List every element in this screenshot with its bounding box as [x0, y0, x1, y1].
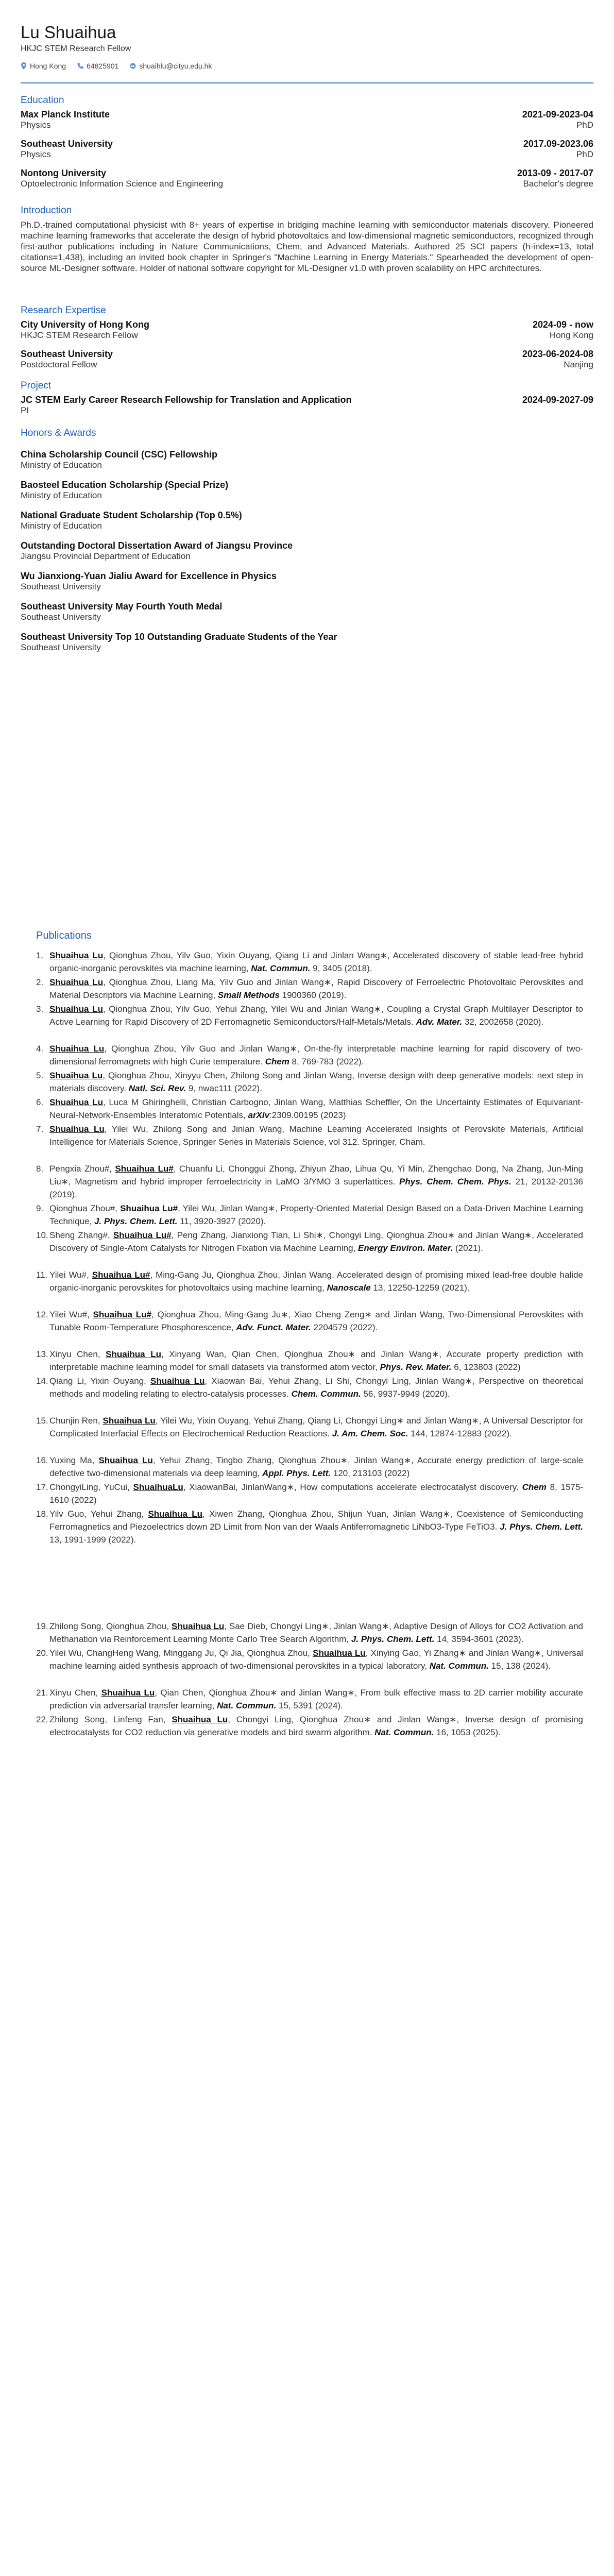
award-entry: [21, 480, 593, 501]
publication-volume: 32, 2002658 (2020).: [462, 1017, 544, 1027]
publication-text: [49, 1647, 583, 1672]
publication-journal: J. Am. Chem. Soc.: [332, 1429, 408, 1438]
award-org: Jiangsu Provincial Department of Education: [21, 551, 191, 561]
publication-volume: 9, 3405 (2018).: [310, 963, 372, 973]
research-entry: [21, 349, 593, 370]
publication-volume: 8, 769-783 (2022).: [289, 1057, 364, 1066]
publication-citation: , Xiwen Zhang, Qionghua Zhou, Shijun Yuan, Jinlan Wang∗, Coexistence of Semiconducting Ferromagnetics and Piezoelectrics down 2D Limit from Non van der Waals Antiferromagnetic LiNbO3-Type FeTiO3.: [49, 1509, 584, 1532]
publication-self-author: Shuaihua Lu: [313, 1648, 366, 1658]
school-name: Nontong University: [21, 168, 107, 178]
publication-self-author: Shuaihua Lu: [172, 1715, 228, 1724]
phone-icon: [77, 62, 83, 70]
introduction-text: Ph.D.-trained computational physicist with 8+ years of expertise in bridging machine learning with semiconductor materials discovery. Pioneered machine learning frameworks that accelerate the design of hybrid photovoltaics and low-dimensional magnetic semiconductors, recognized through first-author publications including in Nature Communications, Chem, and Advanced Materials. Authored 25 SCI papers (h-index=13, total citations=1,438), including an invited book chapter in Springer's "Machine Learning in Energy Materials." Spearheaded the development of open-source ML-Designer software. Holder of national software copyright for ML-Designer v1.0 with proven scalability on HPC architectures.: [21, 220, 593, 273]
publication-self-author: Shuaihua Lu#: [113, 1230, 172, 1240]
publication-citation: , Yilei Wu, Zhilong Song and Jinlan Wang, Machine Learning Accelerated Insights of Perovskite Materials, Artificial Intelligence for Materials Science, Springer Series in Materials Science, vol 312. Springer, Cham.: [49, 1124, 583, 1147]
publication-citation: , Xinyang Wan, Qian Chen, Qionghua Zhou∗ and Jinlan Wang∗, Accurate property prediction with interpretable machine learning model for small datasets via transformed atom vector,: [49, 1349, 583, 1372]
publication-number: 17.: [36, 1482, 48, 1492]
research-entry: [21, 319, 593, 341]
award-entry: [21, 510, 593, 531]
research-date: 2024-09 - now: [532, 319, 593, 330]
publication-item: [36, 1713, 583, 1739]
publication-volume: 16, 1053 (2025).: [434, 1727, 501, 1737]
award-entry: [21, 601, 593, 622]
publication-self-author: Shuaihua Lu#: [115, 1164, 174, 1174]
publication-self-author: Shuaihua Lu: [49, 977, 104, 987]
publication-journal: Chem: [522, 1482, 547, 1492]
publication-citation: , Qionghua Zhou, Yilv Guo and Jinlan Wang∗, On-the-fly interpretable machine learning for rapid discovery of two-dimensional ferromagnets with high Curie temperature.: [49, 1044, 583, 1066]
publication-citation: , Qionghua Zhou, Ming-Gang Ju∗, Xiao Cheng Zeng∗ and Jinlan Wang, Two-Dimensional Perovskites with Tunable Room-Temperature Phosphorescence,: [49, 1310, 584, 1332]
publication-coauthors-lead: ChongyiLing, YuCui,: [49, 1482, 133, 1492]
project-heading: Project: [21, 380, 52, 391]
publication-journal: Phys. Chem. Chem. Phys.: [399, 1177, 511, 1187]
school-name: Max Planck Institute: [21, 109, 110, 120]
project-entry: [21, 395, 593, 416]
publication-citation: , Qionghua Zhou, Xinyyu Chen, Zhilong Song and Jinlan Wang, Inverse design with deep generative models: next step in materials discovery.: [49, 1071, 584, 1093]
award-name: Outstanding Doctoral Dissertation Award of Jiangsu Province: [21, 540, 293, 551]
publication-text: [49, 1202, 583, 1228]
publication-text: [49, 1229, 583, 1255]
publication-item: [36, 1481, 583, 1506]
publication-number: 1.: [36, 951, 44, 960]
honors-section: [21, 428, 593, 662]
publication-text: [49, 1268, 583, 1294]
publication-volume: 56, 9937-9949 (2020).: [361, 1389, 450, 1399]
publication-citation: , Yehui Zhang, Tingbo Zhang, Qionghua Zhou∗, Jinlan Wang∗, Accurate energy prediction of large-scale defective two-dimensional materials via deep learning,: [49, 1455, 584, 1478]
location-text: Hong Kong: [30, 62, 66, 70]
publication-journal: Nanoscale: [327, 1283, 371, 1293]
email-text: shuaihlu@cityu.edu.hk: [139, 62, 212, 70]
publication-text: [49, 1042, 583, 1068]
research-org: Southeast University: [21, 349, 113, 359]
publication-self-author: Shuaihua Lu#: [120, 1204, 178, 1213]
publication-text: [49, 1414, 583, 1440]
publication-self-author: Shuaihua Lu: [49, 1097, 103, 1107]
education-heading: Education: [21, 95, 64, 106]
publication-item: [36, 1162, 583, 1201]
publication-text: [49, 1507, 583, 1546]
publication-number: 11.: [36, 1270, 48, 1280]
education-field: Physics: [21, 149, 51, 159]
publication-self-author: Shuaihua Lu#: [92, 1270, 150, 1280]
education-degree: PhD: [576, 120, 593, 130]
publication-citation: , Ming-Gang Ju, Qionghua Zhou, Jinlan Wang, Accelerated design of promising mixed lead-free double halide organic-inorganic perovskites for photovoltaics using machine learning,: [49, 1270, 583, 1293]
publication-journal: Nat. Commun.: [217, 1701, 277, 1710]
publication-citation: , Qionghua Zhou, Yilv Guo, Yixin Ouyang, Qiang Li and Jinlan Wang∗, Accelerated discovery of stable lead-free hybrid organic-inorganic perovskites via machine learning,: [49, 951, 584, 973]
award-name: China Scholarship Council (CSC) Fellowship: [21, 449, 218, 460]
publication-journal: Chem: [265, 1057, 289, 1066]
publication-item: [36, 1454, 583, 1480]
publication-journal: Natl. Sci. Rev.: [128, 1083, 186, 1093]
publication-number: 10.: [36, 1230, 48, 1240]
publication-journal: Energy Environ. Mater.: [358, 1243, 453, 1253]
publication-self-author: Shuaihua Lu#: [93, 1310, 152, 1319]
publication-journal: J. Phys. Chem. Lett.: [500, 1522, 584, 1532]
publication-volume: 2204579 (2022).: [311, 1323, 378, 1332]
publication-item: [36, 1096, 583, 1122]
publication-item: [36, 1620, 583, 1646]
publication-self-author: ShuaihuaLu: [133, 1482, 183, 1492]
publication-coauthors-lead: Qionghua Zhou#,: [49, 1204, 121, 1213]
education-date: 2013-09 - 2017-07: [517, 168, 593, 178]
publication-journal: Nat. Commun.: [429, 1661, 489, 1671]
publication-coauthors-lead: Zhilong Song, Qionghua Zhou,: [49, 1621, 172, 1631]
publication-citation: , Qian Chen, Qionghua Zhou∗ and Jinlan Wang∗, From bulk effective mass to 2D carrier mobility accurate prediction via adversarial transfer learning,: [49, 1688, 583, 1710]
award-org: Ministry of Education: [21, 490, 102, 500]
publication-number: 15.: [36, 1416, 48, 1426]
publication-item: [36, 1375, 583, 1400]
contact-info: [21, 62, 212, 70]
publication-coauthors-lead: Pengxia Zhou#,: [49, 1164, 115, 1174]
publication-coauthors-lead: Zhilong Song, Linfeng Fan,: [49, 1715, 172, 1724]
publication-item: [36, 1123, 583, 1148]
publication-self-author: Shuaihua Lu: [150, 1376, 205, 1386]
publication-self-author: Shuaihua Lu: [101, 1688, 155, 1698]
award-name: Southeast University May Fourth Youth Medal: [21, 601, 223, 612]
publication-volume: 21, 20132-20136 (2019).: [49, 1177, 583, 1199]
publication-journal: Nat. Commun.: [251, 963, 311, 973]
research-role: Postdoctoral Fellow: [21, 360, 97, 369]
publication-item: [36, 1042, 583, 1068]
publication-coauthors-lead: Sheng Zhang#,: [49, 1230, 113, 1240]
phone-item[interactable]: [77, 62, 118, 70]
publication-text: [49, 1096, 583, 1122]
research-role: HKJC STEM Research Fellow: [21, 330, 138, 340]
research-place: Hong Kong: [549, 330, 593, 340]
publication-coauthors-lead: Yuxing Ma,: [49, 1455, 99, 1465]
publication-self-author: Shuaihua Lu: [49, 1004, 103, 1014]
education-entry: [21, 109, 593, 130]
publication-volume: 15, 138 (2024).: [488, 1661, 551, 1671]
publication-number: 3.: [36, 1004, 44, 1014]
location-pin-icon: [21, 62, 27, 70]
publication-text: [49, 1375, 583, 1400]
publication-journal: Nat. Commun.: [374, 1727, 434, 1737]
publication-number: 2.: [36, 977, 44, 987]
publication-volume: 120, 213103 (2022): [331, 1468, 410, 1478]
award-entry: [21, 540, 593, 562]
publication-journal: Small Methods: [217, 990, 280, 1000]
publication-self-author: Shuaihua Lu: [98, 1455, 153, 1465]
publication-number: 18.: [36, 1509, 48, 1519]
education-date: 2017.09-2023.06: [523, 139, 593, 149]
publication-citation: , Xinying Gao, Yi Zhang∗ and Jinlan Wang∗, Universal machine learning aided synthesis approach of two-dimensional perovskites in a typical laboratory,: [49, 1648, 584, 1671]
publication-coauthors-lead: Yilv Guo, Yehui Zhang,: [49, 1509, 148, 1519]
publication-citation: , Chongyi Ling, Qionghua Zhou∗ and Jinlan Wang∗, Inverse design of promising electrocatalysts for CO2 reduction via generative models and bird swarm algorithm.: [49, 1715, 583, 1737]
publication-text: [49, 1308, 583, 1334]
publication-volume: 8, 1575-1610 (2022): [49, 1482, 584, 1505]
person-title: HKJC STEM Research Fellow: [21, 44, 131, 53]
publication-coauthors-lead: Yilei Wu#,: [49, 1270, 92, 1280]
publication-volume: 13, 12250-12259 (2021).: [370, 1283, 470, 1293]
publication-text: [49, 976, 583, 1002]
award-org: Southeast University: [21, 582, 101, 591]
education-entry: [21, 139, 593, 160]
publication-text: [49, 1454, 583, 1480]
publication-text: [49, 1620, 583, 1646]
publication-text: [49, 1686, 583, 1712]
award-entry: [21, 449, 593, 470]
award-name: Baosteel Education Scholarship (Special Prize): [21, 480, 229, 490]
publication-citation: , Chuanfu Li, Chonggui Zhong, Zhiyun Zhao, Lihua Qu, Yi Min, Zhengchao Dong, Na Zhang, Jun-Ming Liu∗, Magnetism and hybrid improper ferroelectricity in LaMO 3/YMO 3 superlattices.: [49, 1164, 584, 1187]
education-field: Optoelectronic Information Science and Engineering: [21, 179, 224, 189]
email-item[interactable]: [130, 62, 212, 70]
publication-number: 21.: [36, 1688, 48, 1698]
publication-citation: , Luca M Ghiringhelli, Christian Carbogno, Jinlan Wang, Matthias Scheffler, On the Uncertainty Estimates of Equivariant-Neural-Network-Ensembles Interatomic Potentials,: [49, 1097, 584, 1120]
publication-item: [36, 1686, 583, 1712]
publication-text: [49, 1003, 583, 1028]
publication-journal: arXiv: [248, 1110, 270, 1120]
publication-number: 4.: [36, 1044, 44, 1054]
publication-volume: 11, 3920-3927 (2020).: [177, 1216, 266, 1226]
publication-citation: , Yilei Wu, Yixin Ouyang, Yehui Zhang, Qiang Li, Chongyi Ling∗ and Jinlan Wang∗, A Universal Descriptor for Complicated Interfacial Effects on Electrochemical Reduction Reactions.: [49, 1416, 583, 1438]
publication-self-author: Shuaihua Lu: [49, 951, 104, 960]
project-role: PI: [21, 405, 29, 415]
location-item: [21, 62, 66, 70]
publication-text: [49, 1481, 583, 1506]
award-name: Southeast University Top 10 Outstanding Graduate Students of the Year: [21, 632, 337, 642]
education-date: 2021-09-2023-04: [522, 109, 593, 120]
publication-coauthors-lead: Xinyu Chen,: [49, 1688, 101, 1698]
honors-heading: Honors & Awards: [21, 428, 96, 438]
publication-text: [49, 1123, 583, 1148]
publication-volume: 13, 1991-1999 (2022).: [49, 1535, 137, 1545]
publication-number: 13.: [36, 1349, 48, 1359]
publication-number: 16.: [36, 1455, 48, 1465]
research-org: City University of Hong Kong: [21, 319, 150, 330]
publication-citation: , Yilei Wu, Jinlan Wang∗, Property-Oriented Material Design Based on a Data-Driven Machine Learning Technique,: [49, 1204, 583, 1226]
publication-number: 7.: [36, 1124, 44, 1134]
publication-number: 5.: [36, 1071, 44, 1080]
publication-item: [36, 976, 583, 1002]
project-date: 2024-09-2027-09: [522, 395, 593, 405]
publication-self-author: Shuaihua Lu: [172, 1621, 225, 1631]
publication-coauthors-lead: Yilei Wu#,: [49, 1310, 93, 1319]
education-section: [21, 95, 593, 197]
award-org: Ministry of Education: [21, 521, 102, 531]
publication-journal: Appl. Phys. Lett.: [262, 1468, 331, 1478]
publication-coauthors-lead: Qiang Li, Yixin Ouyang,: [49, 1376, 151, 1386]
publication-text: [49, 1713, 583, 1739]
education-degree: PhD: [576, 149, 593, 159]
award-entry: [21, 571, 593, 592]
publication-item: [36, 1308, 583, 1334]
publication-number: 9.: [36, 1204, 44, 1213]
publication-text: [49, 1069, 583, 1095]
publication-coauthors-lead: Chunjin Ren,: [49, 1416, 103, 1426]
person-name: Lu Shuaihua: [21, 23, 116, 42]
publications-heading: Publications: [36, 930, 92, 941]
publication-journal: J. Phys. Chem. Lett.: [351, 1634, 435, 1644]
project-section: [21, 380, 593, 424]
publication-item: [36, 949, 583, 975]
publication-coauthors-lead: Xinyu Chen,: [49, 1349, 106, 1359]
publication-item: [36, 1202, 583, 1228]
publication-volume: :2309.00195 (2023): [269, 1110, 346, 1120]
research-date: 2023-06-2024-08: [522, 349, 593, 359]
publication-item: [36, 1647, 583, 1672]
publication-citation: , Sae Dieb, Chongyi Ling∗, Jinlan Wang∗, Adaptive Design of Alloys for CO2 Activation and Methanation via Reinforcement Learning Monte Carlo Tree Search Algorithm,: [49, 1621, 584, 1644]
publication-journal: Chem. Commun.: [291, 1389, 361, 1399]
school-name: Southeast University: [21, 139, 113, 149]
award-org: Southeast University: [21, 642, 101, 652]
publication-journal: Adv. Mater.: [416, 1017, 463, 1027]
publication-text: [49, 1348, 583, 1374]
research-heading: Research Expertise: [21, 305, 106, 316]
publication-item: [36, 1229, 583, 1255]
publication-citation: , Qionghua Zhou, Yilv Guo, Yehui Zhang, Yilei Wu and Jinlan Wang∗, Coupling a Crystal Graph Multilayer Descriptor to Active Learning for Rapid Discovery of 2D Ferromagnetic Semiconductors/Half-Metals/Metals.: [49, 1004, 583, 1027]
publication-volume: 9, nwac111 (2022).: [186, 1083, 262, 1093]
publication-citation: , Qionghua Zhou, Liang Ma, Yilv Guo and Jinlan Wang∗, Rapid Discovery of Ferroelectric Photovoltaic Perovskites and Material Descriptors via Machine Learning,: [49, 977, 584, 1000]
publication-self-author: Shuaihua Lu: [49, 1044, 105, 1054]
publication-volume: 14, 3594-3601 (2023).: [434, 1634, 524, 1644]
education-degree: Bachelor's degree: [523, 179, 593, 189]
publication-number: 20.: [36, 1648, 48, 1658]
project-name: JC STEM Early Career Research Fellowship for Translation and Application: [21, 395, 352, 405]
email-icon: [130, 62, 136, 70]
introduction-section: [21, 205, 593, 274]
award-name: National Graduate Student Scholarship (Top 0.5%): [21, 510, 242, 520]
publication-text: [49, 949, 583, 975]
award-org: Southeast University: [21, 612, 101, 622]
publication-item: [36, 1507, 583, 1546]
publication-volume: 6, 123803 (2022): [451, 1362, 521, 1372]
publication-number: 22.: [36, 1715, 48, 1724]
award-entry: [21, 632, 593, 653]
publication-item: [36, 1414, 583, 1440]
publication-journal: J. Phys. Chem. Lett.: [94, 1216, 178, 1226]
publication-text: [49, 1162, 583, 1201]
publication-volume: 15, 5391 (2024).: [276, 1701, 343, 1710]
research-place: Nanjing: [564, 360, 593, 369]
education-entry: [21, 168, 593, 189]
publication-self-author: Shuaihua Lu: [148, 1509, 203, 1519]
award-org: Ministry of Education: [21, 460, 102, 470]
publication-coauthors-lead: Yilei Wu, ChangHeng Wang, Minggang Ju, Qi Jia, Qionghua Zhou,: [49, 1648, 313, 1658]
publication-volume: 1900360 (2019).: [279, 990, 347, 1000]
publication-journal: Adv. Funct. Mater.: [236, 1323, 311, 1332]
phone-text: 64825901: [87, 62, 119, 70]
publication-citation: , XiaowanBai, JinlanWang∗, How computations accelerate electrocatalyst discovery.: [183, 1482, 522, 1492]
publication-citation: , Peng Zhang, Jianxiong Tian, Li Shi∗, Chongyi Ling, Qionghua Zhou∗ and Jinlan Wang∗, Accelerated Discovery of Single-Atom Catalysts for Nitrogen Fixation via Machine Learning,: [49, 1230, 583, 1253]
publication-self-author: Shuaihua Lu: [106, 1349, 161, 1359]
publication-citation: , Xiaowan Bai, Yehui Zhang, Li Shi, Chongyi Ling, Jinlan Wang∗, Perspective on theoretical methods and modeling relating to electro-catalysis processes.: [49, 1376, 584, 1399]
publication-number: 12.: [36, 1310, 48, 1319]
publication-item: [36, 1003, 583, 1028]
publication-volume: (2021).: [453, 1243, 483, 1253]
publication-number: 6.: [36, 1097, 44, 1107]
publication-item: [36, 1069, 583, 1095]
header-divider: [21, 82, 593, 83]
research-section: [21, 305, 593, 378]
publication-number: 8.: [36, 1164, 44, 1174]
introduction-heading: Introduction: [21, 205, 72, 216]
publication-journal: Phys. Rev. Mater.: [380, 1362, 452, 1372]
publication-item: [36, 1268, 583, 1294]
publication-self-author: Shuaihua Lu: [103, 1416, 156, 1426]
publication-self-author: Shuaihua Lu: [49, 1124, 105, 1134]
education-field: Physics: [21, 120, 51, 130]
publication-item: [36, 1348, 583, 1374]
publication-number: 19.: [36, 1621, 48, 1631]
publication-self-author: Shuaihua Lu: [49, 1071, 103, 1080]
publication-number: 14.: [36, 1376, 48, 1386]
publication-volume: 144, 12874-12883 (2022).: [408, 1429, 512, 1438]
award-name: Wu Jianxiong-Yuan Jialiu Award for Excellence in Physics: [21, 571, 277, 581]
